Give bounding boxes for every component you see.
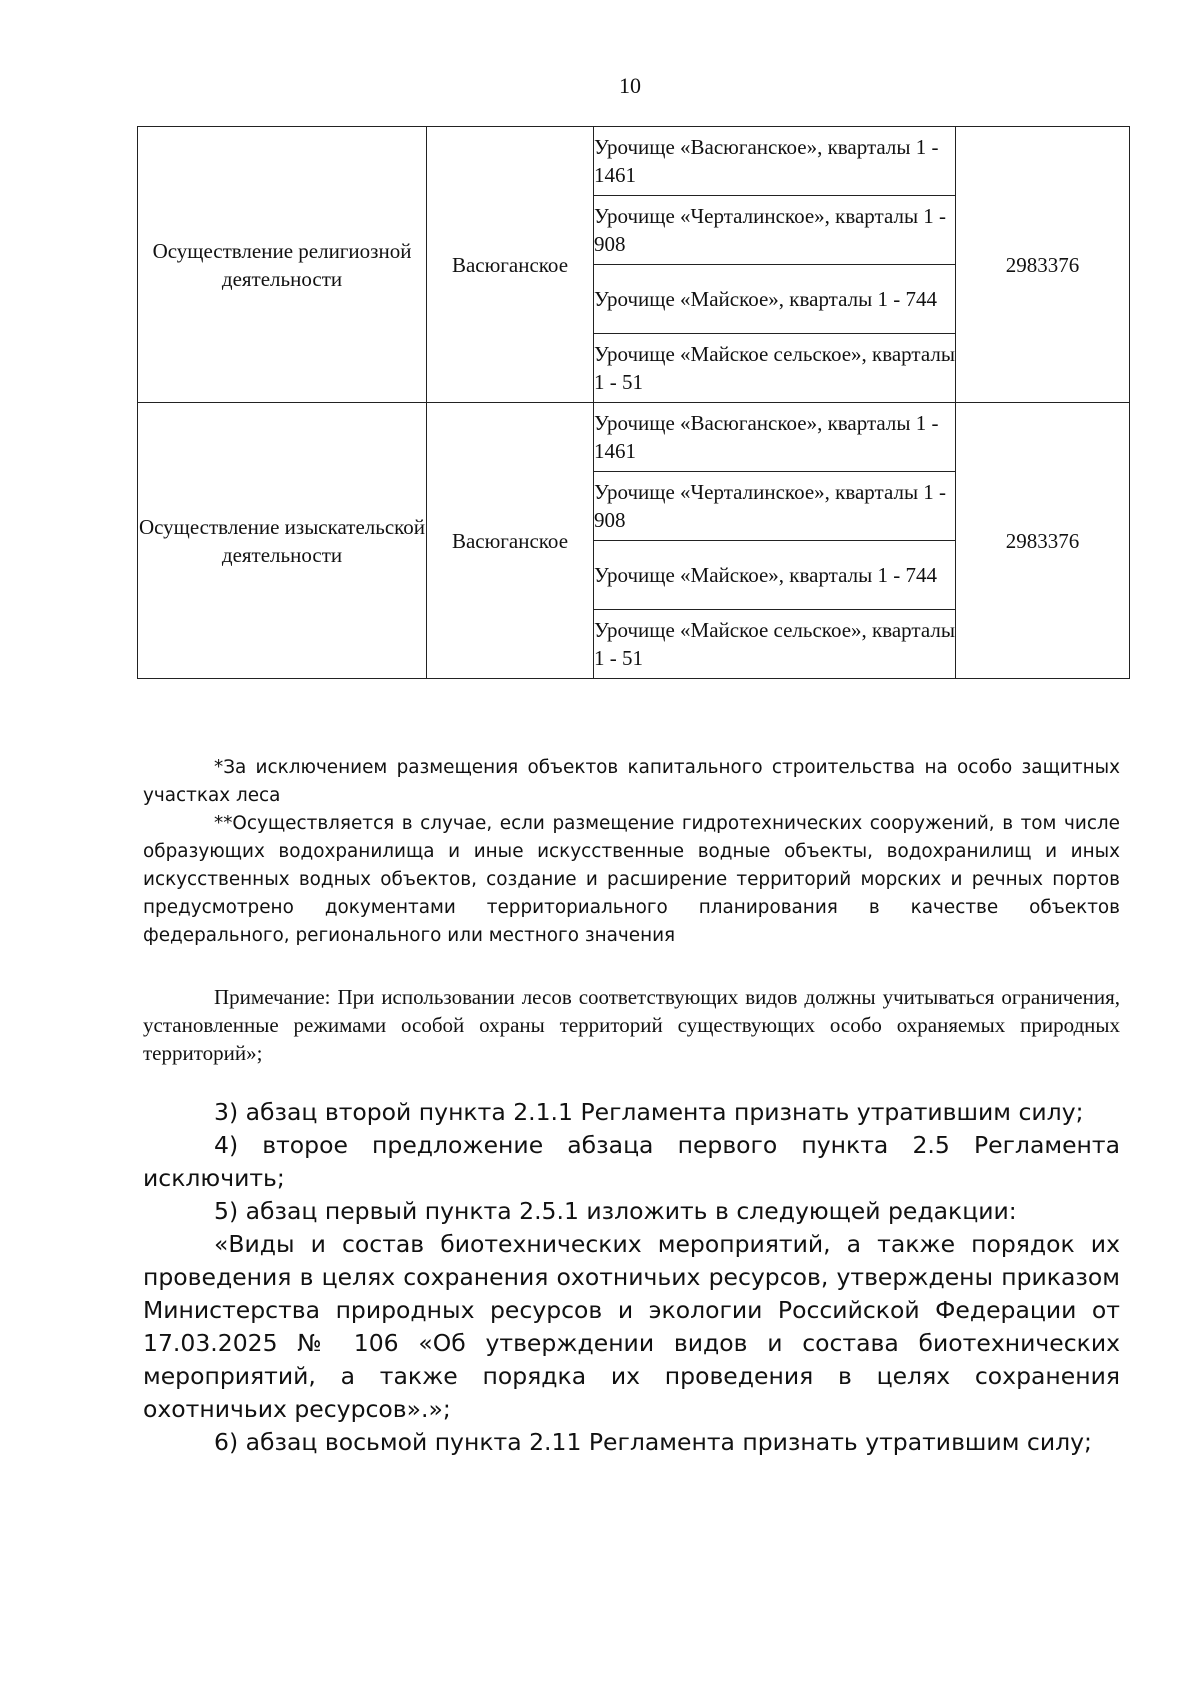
amendments-text: [143, 1096, 1120, 1459]
tract-cell: Урочище «Майское», кварталы 1 - 744: [594, 265, 956, 334]
paragraph: 6) абзац восьмой пункта 2.11 Регламента признать утратившим силу;: [214, 1428, 1092, 1456]
table-row: [138, 403, 1130, 472]
activity-cell: Осуществление изыскательской деятельности: [138, 403, 427, 679]
area-cell: 2983376: [956, 127, 1130, 403]
note-paragraph: Примечание: При использовании лесов соответствующих видов должны учитываться ограничения, установленные режимами особой охраны территорий существующих особо охраняемых природных территорий»;: [143, 985, 1120, 1065]
tract-cell: Урочище «Черталинское», кварталы 1 - 908: [594, 472, 956, 541]
tract-cell: Урочище «Майское сельское», кварталы 1 - 51: [594, 334, 956, 403]
forestry-cell: Васюганское: [427, 403, 594, 679]
paragraph: «Виды и состав биотехнических мероприятий, а также порядок их проведения в целях сохранения охотничьих ресурсов, утверждены приказом Министерства природных ресурсов и экологии Российской Федерации от 17.03.2025 № 106 «Об утверждении видов и состава биотехнических мероприятий, а также порядка их проведения в целях сохранения охотничьих ресурсов».»;: [143, 1230, 1120, 1423]
tract-cell: Урочище «Васюганское», кварталы 1 - 1461: [594, 403, 956, 472]
activity-cell: Осуществление религиозной деятельности: [138, 127, 427, 403]
paragraph: 5) абзац первый пункта 2.5.1 изложить в следующей редакции:: [214, 1197, 1017, 1225]
footnote-2: **Осуществляется в случае, если размещение гидротехнических сооружений, в том числе образующих водохранилища и иные искусственные водные объекты, водохранилищ и иных искусственных водных объектов, создание и расширение территорий морских и речных портов предусмотрено документами территориального планирования в качестве объектов федерального, регионального или местного значения: [143, 813, 1120, 946]
paragraph: 3) абзац второй пункта 2.1.1 Регламента признать утратившим силу;: [214, 1098, 1084, 1126]
tract-cell: Урочище «Майское», кварталы 1 - 744: [594, 541, 956, 610]
forestry-cell: Васюганское: [427, 127, 594, 403]
page-number: 10: [619, 73, 641, 98]
tract-cell: Урочище «Васюганское», кварталы 1 - 1461: [594, 127, 956, 196]
paragraph: 4) второе предложение абзаца первого пункта 2.5 Регламента исключить;: [143, 1131, 1120, 1192]
tract-cell: Урочище «Черталинское», кварталы 1 - 908: [594, 196, 956, 265]
tract-cell: Урочище «Майское сельское», кварталы 1 - 51: [594, 610, 956, 679]
table-row: [138, 127, 1130, 196]
footnote-1: *За исключением размещения объектов капитального строительства на особо защитных участках леса: [143, 757, 1120, 806]
area-cell: 2983376: [956, 403, 1130, 679]
forest-use-table: [137, 126, 1130, 679]
